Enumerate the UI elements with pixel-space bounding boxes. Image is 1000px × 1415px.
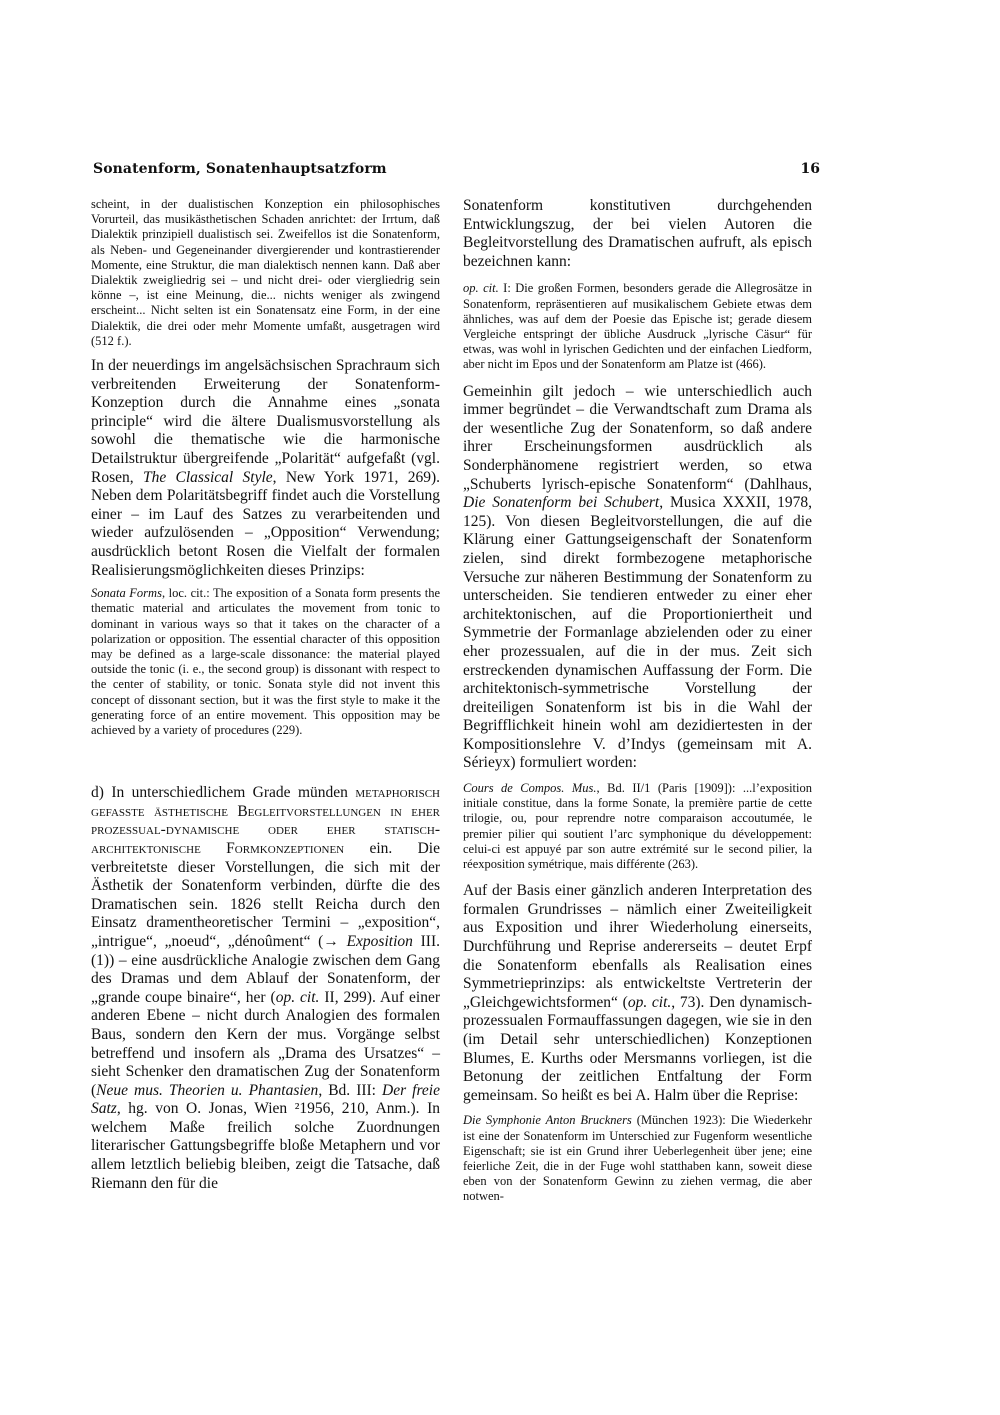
left-column [91, 197, 440, 1193]
paragraph-episch: Sonatenform konstitutiven durchgehenden Entwicklungszug, der bei vielen Autoren die Begleitvorstellung des Dramatischen aufruft, als episch bezeichnen kann: [463, 197, 812, 270]
quote-halm: Die Symphonie Anton Bruckners (München 1923): Die Wiederkehr ist eine der Sonatenform im Unterschied zur Fugenform wesentliche Eigenschaft; sie ist ein Grund ihrer Ueberlegenheit über jene; eine feierliche Zeit, die in der Fuge wohl statthaben kann, soweit diese eben von der Sonatenform Gewinn zu ziehen vermag, die aber notwen- [463, 1113, 812, 1204]
paragraph-erpf: Auf der Basis einer gänzlich anderen Interpretation des formalen Grundrisses – nämlich einer Zweiteiligkeit aus Exposition und ihrer Wiederholung einerseits, Durchführung und Reprise andererseits – deutet Erpf die Sonatenform ebenfalls als Realisation eines Symmetrieprinzips: als entwickeltste Vertreterin der „Gleichgewichtsformen“ (op. cit., 73). Den dynamisch-prozessualen Formauffassungen dagegen, wie sie in den (im Detail sehr unterschiedlichen) Konzeptionen Blumes, E. Kurths oder Mersmanns vorliegen, ist die Betonung der zeitlichen Entfaltung der Form gemeinsam. So heißt es bei A. Halm über die Reprise: [463, 882, 812, 1104]
quote-rosen: Sonata Forms, loc. cit.: The exposition of a Sonata form presents the thematic material and articulates the movement from tonic to dominant in various ways so that it takes on the character of a polarization or opposition. The essential character of this opposition may be defined as a large-scale dissonance: the material played outside the tonic (i. e., the second group) is dissonant with respect to the center of stability, or tonic. Sonata style did not invent this concept of dissonant section, but it was the first style to make it the generating force of an entire movement. This opposition may be achieved by a variety of procedures (229). [91, 586, 440, 737]
header-title: Sonatenform, Sonatenhauptsatzform [93, 161, 387, 177]
running-header [93, 161, 820, 177]
paragraph-d-metaphorisch: d) In unterschiedlichem Grade münden metaphorisch gefasste ästhetische Begleitvorstellungen in eher prozessual-dynamische oder eher statisch-architektonische Formkonzeptionen ein. Die verbreitetste dieser Vorstellungen, die sich mit der Ästhetik der Sonatenform verbinden, dürfte die des Dramatischen sein. 1826 stellt Reicha durch den Einsatz dramentheoretischer Termini – „exposition“, „intrigue“, „noeud“, „dénoûment“ (→ Exposition III. (1)) – eine ausdrückliche Analogie zwischen dem Gang des Dramas und dem Ablauf der Sonatenform, der „grande coupe binaire“, her (op. cit. II, 299). Auf einer anderen Ebene – nicht durch Analogien des formalen Baus, sondern den Kern der mus. Vorgänge selbst betreffend und insofern als „Drama des Ursatzes“ – sieht Schenker den dramatischen Zug der Sonatenform (Neue mus. Theorien u. Phantasien, Bd. III: Der freie Satz, hg. von O. Jonas, Wien ²1956, 210, Anm.). In welchem Maße freilich solche Zuordnungen literarischer Gattungsbegriffe bloße Metaphern und vor allem letztlich beliebig bleiben, zeigt die Tatsache, daß Riemann den für die [91, 784, 440, 1192]
quote-dindy: Cours de Compos. Mus., Bd. II/1 (Paris [1909]): ...l’exposition initiale constitue, dans la forme Sonate, la première partie de cette trilogie, ou, pour reprendre notre comparaison accoutumée, le premier pilier qui soutient l’arc symphonique du développement: celui-ci est appuyé par son autre extrémité sur le second pilier, la réexposition symétrique, mais différente (263). [463, 781, 813, 872]
quote-riemann: op. cit. I: Die großen Formen, besonders gerade die Allegrosätze in Sonatenform, repräsentieren auf musikalischem Gebiete etwas dem ähnliches, was auf dem der Poesie das Epische ist; gerade diesem Vergleiche entspringt der übliche Ausdruck „lyrische Cäsur“ für etwas, was wohl in lyrischen Gedichten und der einfachen Liedform, aber nicht im Epos und der Sonatenform am Platze ist (466). [463, 281, 812, 372]
page-number: 16 [800, 161, 820, 177]
paragraph-sonata-principle: In der neuerdings im angelsächsischen Sprachraum sich verbreitenden Erweiterung der Sonatenform-Konzeption durch die Annahme eines „sonata principle“ wird die ältere Dualismusvorstellung als sowohl die thematische wie die harmonische Detailstruktur übergreifende „Polarität“ aufgefaßt (vgl. Rosen, The Classical Style, New York 1971, 269). Neben dem Polaritätsbegriff findet auch die Vorstellung einer – im Lauf des Satzes zu verarbeitenden und wieder aufzulösenden – „Opposition“ Verwendung; ausdrücklich betont Rosen die Vielfalt der formalen Realisierungsmöglichkeiten dieses Prinzips: [91, 357, 440, 579]
right-column [463, 197, 812, 1205]
quote-continuation: scheint, in der dualistischen Konzeption ein philosophisches Vorurteil, das musikästhetischen Schaden anrichtet: der Irrtum, daß Dialektik prinzipiell dualistisch sei. Zweifellos ist die Sonatenform, als Neben- und Gegeneinander divergierender und kontrastierender Momente, eine Struktur, die man dialektisch nennen kann. Daß aber Dialektik zweigliedrig sei – und nicht drei- oder viergliedrig sein könne –, ist eine Meinung, die... nichts weniger als zwingend erscheint... Nicht selten ist ein Sonatensatz eine Form, in der eine Dialektik, die drei oder mehr Momente umfaßt, ausgetragen wird (512 f.). [91, 197, 440, 348]
paragraph-drama: Gemeinhin gilt jedoch – wie unterschiedlich auch immer begründet – die Verwandtschaft zum Drama als der wesentliche Zug der Sonatenform, so daß andere ihrer Erscheinungsformen ausdrücklich als Sonderphänomene registriert werden, so etwa „Schuberts lyrisch-epische Sonatenform“ (Dahlhaus, Die Sonatenform bei Schubert, Musica XXXII, 1978, 125). Von diesen Begleitvorstellungen, die auf die Klärung einer Gattungseigenschaft der Sonatenform zielen, sind direkt formbezogene metaphorische Versuche zur näheren Bestimmung der Sonatenform zu unterscheiden. Sie tendieren entweder zu einer eher architektonischen, auf die Proportioniertheit und Symmetrie der Formanlage abzielenden oder zu einer eher prozessualen, auf die in der mus. Zeit sich erstreckenden dynamischen Auffassung der Form. Die architektonisch-symmetrische Vorstellung der dreiteiligen Sonatenform ist bis in die Wahl der Begrifflichkeit hinein wohl am dezidiertesten in der Kompositionslehre V. d’Indys (gemeinsam mit A. Sérieyx) formuliert worden: [463, 382, 812, 772]
